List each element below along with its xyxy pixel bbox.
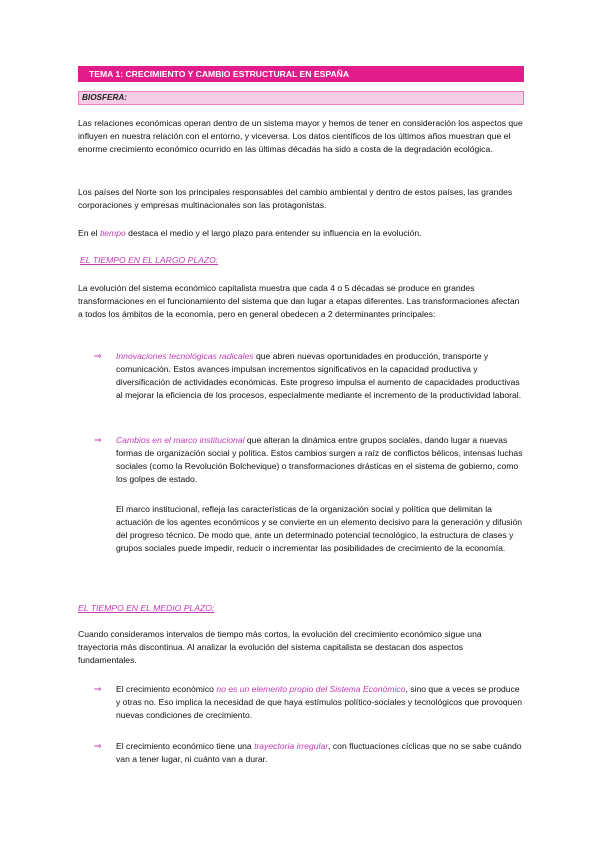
largo-paragraph-1: La evolución del sistema económico capitalista muestra que cada 4 o 5 décadas se produce en grandes transformaciones en el funcionamiento del sistema que dan lugar a etapas diferentes. Las transformaciones afectan a todos los ámbitos de la economía, pero en general obedecen a 2 determinantes principales: — [78, 283, 520, 319]
largo-bullet-1 — [116, 350, 524, 402]
heading-suffix: : — [215, 255, 219, 265]
arrow-bullet-icon: ⇒ — [94, 351, 102, 361]
intro-paragraph-3 — [78, 227, 524, 240]
highlight-innovaciones: Innovaciones tecnológicas radicales — [116, 351, 254, 361]
text-run: , sino que a veces se produce y otras no. Eso implica la necesidad de que haya estímulos político-sociales y tecnológicos que provoquen nuevas condiciones de crecimiento. — [116, 684, 523, 720]
text-run: En el — [78, 228, 100, 238]
intro-paragraph-1: Las relaciones económicas operan dentro de un sistema mayor y hemos de tener en consideración los aspectos que influyen en nuestra relación con el entorno, y viceversa. Los datos científicos de los últimos años muestran que el enorme crecimiento económico ocurrido en las últimas décadas ha sido a costa de la degradación ecológica. — [78, 118, 523, 154]
heading-largo-plazo — [80, 254, 218, 267]
highlight-tiempo: tiempo — [99, 228, 126, 238]
intro-paragraph-2: Los países del Norte son los principales responsables del cambio ambiental y dentro de estos países, las grandes corporaciones y empresas multinacionales son las protagonistas. — [78, 187, 513, 210]
text-run: que abren nuevas oportunidades en producción, transporte y comunicación. Estos avances impulsan incrementos significativos en la capacidad productiva y diversificación de actividades económicas. Este progreso impulsa el aumento de capacidades productivas al mejorar la eficiencia de los procesos, especialmente mediante el incremento de la productividad laboral. — [116, 351, 522, 400]
arrow-bullet-icon: ⇒ — [94, 435, 102, 445]
section-heading-biosfera: BIOSFERA: — [78, 91, 524, 105]
medio-bullet-2 — [116, 740, 524, 766]
text-run: destaca el medio y el largo plazo para entender su influencia en la evolución. — [125, 228, 422, 238]
text-run: El crecimiento económico — [116, 684, 217, 694]
largo-bullet-2 — [116, 434, 524, 486]
medio-paragraph-1: Cuando consideramos intervalos de tiempo más cortos, la evolución del crecimiento económico sigue una trayectoria más discontinua. Al analizar la evolución del sistema capitalista se destacan dos aspectos fundamentales. — [78, 629, 482, 665]
highlight-cambios: Cambios en el marco institucional — [116, 435, 245, 445]
highlight-no-es-elemento: no es un elemento propio del Sistema Económico — [216, 684, 406, 694]
medio-bullet-1 — [116, 683, 524, 722]
topic-title-banner: TEMA 1: CRECIMIENTO Y CAMBIO ESTRUCTURAL EN ESPAÑA — [78, 66, 524, 82]
largo-bullet-2-paragraph: El marco institucional, refleja las características de la organización social y política que delimitan la actuación de los agentes económicos y se convierte en un elemento decisivo para la generación y difusión del progreso técnico. De modo que, ante un determinado potencial tecnológico, la estructura de clases y grupos sociales puede impedir, reducir o incrementar las posibilidades de crecimiento de la economía. — [116, 504, 523, 553]
arrow-bullet-icon: ⇒ — [94, 741, 102, 751]
text-run: El crecimiento económico tiene una — [116, 741, 255, 751]
text-run: que alteran la dinámica entre grupos sociales, dando lugar a nuevas formas de organización social y política. Estos cambios surgen a raíz de conflictos bélicos, intensas luchas sociales (como la Revolución Bolchevique) o transformaciones drásticas en el sistema de gobierno, como los golpes de estado. — [116, 435, 523, 484]
highlight-trayectoria: trayectoria irregular — [254, 741, 329, 751]
text-run: , con fluctuaciones cíclicas que no se sabe cuándo van a tener lugar, ni cuánto van a durar. — [116, 741, 522, 764]
heading-medio-plazo: EL TIEMPO EN EL MEDIO PLAZO: — [78, 603, 215, 613]
arrow-bullet-icon: ⇒ — [94, 684, 102, 694]
heading-text: EL TIEMPO EN EL LARGO PLAZO — [80, 255, 216, 265]
